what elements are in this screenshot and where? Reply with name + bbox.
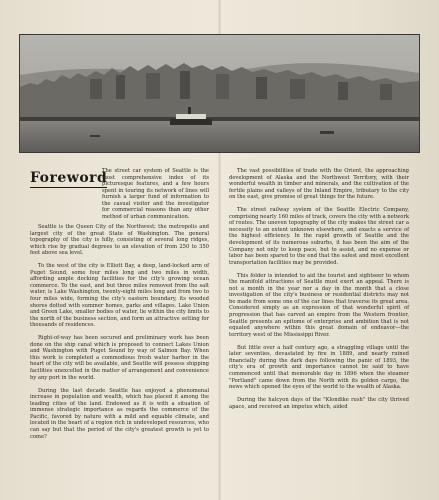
right-paragraph-3: This folder is intended to aid the tourist and sightseer to whom the manifold attractions of Seattle must exert an appeal. There is not a month in the year nor a day in the month that a close investigation of the city's business or residential districts may not be made from some one of the car lines that traverse its great area. Considered simply as an expression of that wonderful spirit of progression that has carved an empire from the Western frontier, Seattle presents an epitome of enterprise and ambition that is not equaled anywhere within this great domain of endeavor—the territory west of the Mississippi River. <box>229 272 409 338</box>
right-paragraph-4: But little over a half century ago, a straggling village until the later seventies, devastated by fire in 1889, and nearly ruined financially during the dark days following the panic of 1893, the city's era of growth and importance cannot be said to have commenced until that memorable day in 1896 when the steamer "Portland" came down from the North with its golden cargo, the news which opened the eyes of the world to the wealth of Alaska. <box>229 344 409 391</box>
left-column-intro <box>102 168 209 227</box>
left-paragraph-2: To the west of the city is Elliott Bay, a deep, land-locked arm of Puget Sound, some four miles long and two miles in width, affording ample docking facilities for the city's growing ocean commerce. To the east, and but three miles removed from the salt water, is Lake Washington, twenty-eight miles long and from two to four miles wide, forming the city's eastern boundary, its wooded shores dotted with summer homes, parks and villages. Lake Union and Green Lake, smaller bodies of water, lie within the city limits to the north of the business section, and form an attractive setting for thousands of residences. <box>30 263 209 329</box>
right-paragraph-5: During the halcyon days of the "Klondike rush" the city thrived apace, and received an impetus which, aided <box>229 397 409 410</box>
right-paragraph-1: The vast possibilities of trade with the Orient, the approaching development of Alaska and the Northwest Territory, with their wonderful wealth in timber and minerals, and the cultivation of the fertile plains and valleys of the Inland Empire, tributary to the city on the east, give promise of great things for the future. <box>229 168 409 201</box>
foreword-heading: Foreword <box>30 170 108 186</box>
harbor-photograph <box>19 34 420 153</box>
left-paragraph-1: Seattle is the Queen City of the Northwest; the metropolis and largest city of the great State of Washington. The general topography of the city is hilly, consisting of several long ridges, which rise by gradual degrees to an elevation of from 250 to 350 feet above sea level. <box>30 224 209 257</box>
left-column <box>30 224 209 447</box>
right-column <box>229 168 409 417</box>
left-paragraph-4: During the last decade Seattle has enjoyed a phenomenal increase in population and wealth, which has placed it among the leading cities of the land. Endowed as it is with a situation of immense strategic importance as regards the commerce of the Pacific, favored by nature with a mild and equable climate, and located in the heart of a region rich in undeveloped resources, who can say but that the period of the city's greatest growth is yet to come? <box>30 387 209 440</box>
left-paragraph-3: Right-of-way has been secured and preliminary work has been done on the ship canal which is proposed to connect Lakes Union and Washington with Puget Sound by way of Salmon Bay. When this work is completed a commodious fresh water harbor in the heart of the city will be available, and Seattle will possess shipping facilities unexcelled in the matter of arrangement and convenience by any port in the world. <box>30 335 209 381</box>
intro-paragraph: The street car system of Seattle is the most comprehensive index of its picturesque features, and a few hours spent in touring its network of lines will furnish a larger fund of information to the casual visitor and the investigator for commercial reasons than any other method of urban communication. <box>102 168 209 220</box>
right-paragraph-2: The street railway system of the Seattle Electric Company, comprising nearly 160 miles of track, covers the city with a network of routes. The uneven topography of the city makes the street car a necessity to an extent unknown elsewhere, and exacts a service of the highest efficiency. In the rapid growth of Seattle and the development of its numerous suburbs, it has been the aim of the Company not only to keep pace, but to assist, and no expense or labor has been spared to the end that the safest and most excellent transportation facilities may be provided. <box>229 207 409 266</box>
